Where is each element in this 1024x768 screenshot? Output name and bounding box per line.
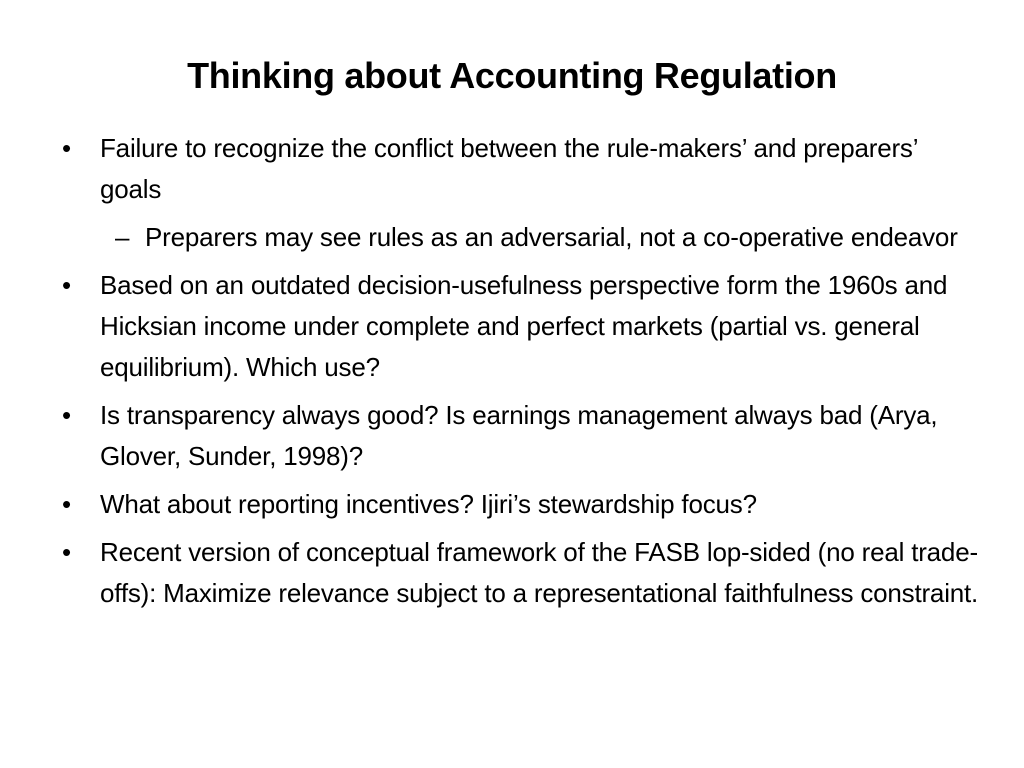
sub-bullet-marker: – <box>115 222 130 252</box>
bullet-text: Is transparency always good? Is earnings management always bad (Arya, Glover, Sunder, 1998)? <box>100 400 938 471</box>
bullet-marker: • <box>62 489 71 519</box>
slide-title: Thinking about Accounting Regulation <box>187 55 837 96</box>
bullet-marker: • <box>62 537 71 567</box>
bullet-text: What about reporting incentives? Ijiri’s stewardship focus? <box>100 489 757 519</box>
bullet-list <box>62 128 980 621</box>
sub-bullet-item <box>115 217 980 258</box>
bullet-item <box>62 484 980 525</box>
bullet-item <box>62 265 980 388</box>
bullet-text: Based on an outdated decision-usefulness perspective form the 1960s and Hicksian income under complete and perfect markets (partial vs. general equilibrium). Which use? <box>100 270 948 382</box>
bullet-item <box>62 128 980 210</box>
bullet-marker: • <box>62 400 71 430</box>
bullet-item <box>62 395 980 477</box>
bullet-text: Failure to recognize the conflict between the rule-makers’ and preparers’ goals <box>100 133 918 204</box>
bullet-marker: • <box>62 133 71 163</box>
bullet-text: Recent version of conceptual framework of the FASB lop-sided (no real trade-offs): Maximize relevance subject to a representational faithfulness constraint. <box>100 537 979 608</box>
bullet-item <box>62 532 980 614</box>
sub-bullet-text: Preparers may see rules as an adversarial, not a co-operative endeavor <box>145 222 958 252</box>
bullet-marker: • <box>62 270 71 300</box>
